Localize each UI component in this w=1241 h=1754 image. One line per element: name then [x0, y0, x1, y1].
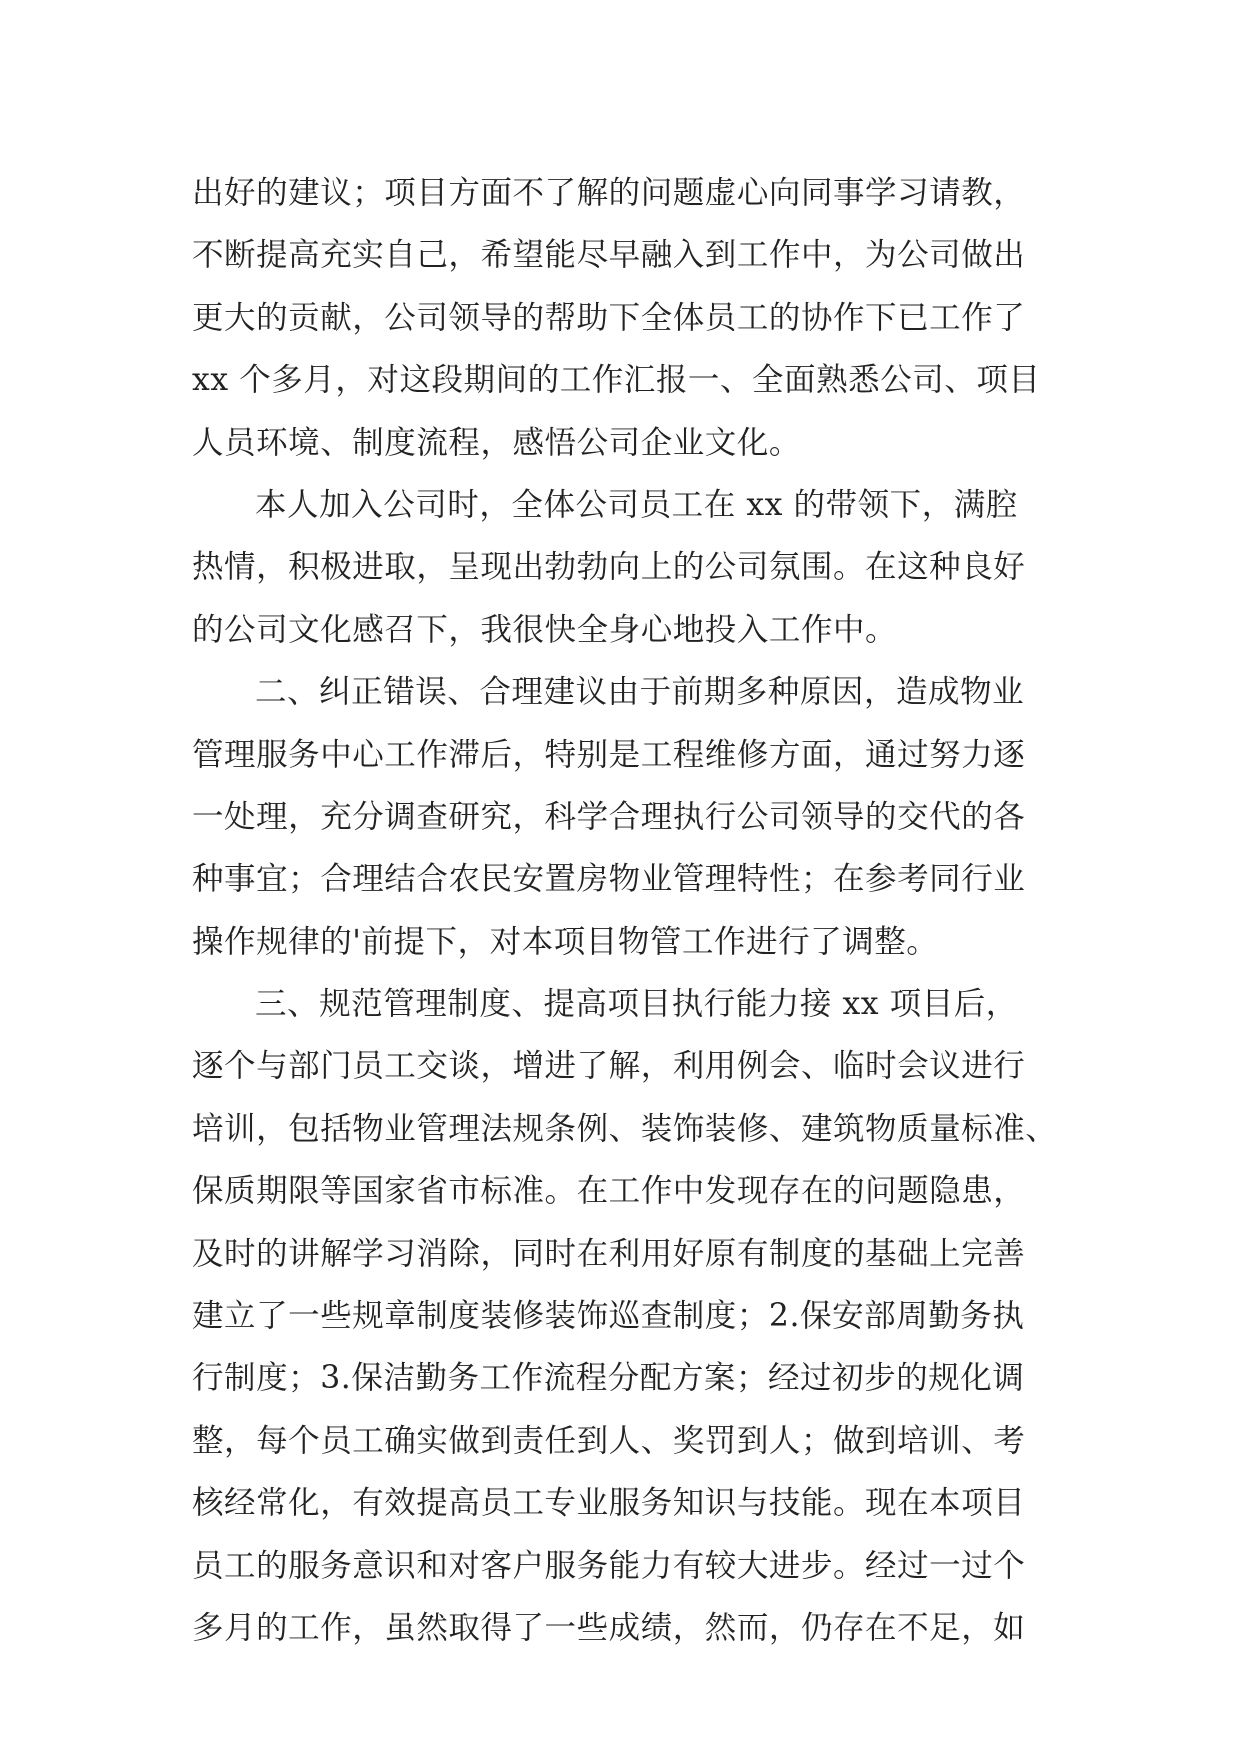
text-line: 行制度；3.保洁勤务工作流程分配方案；经过初步的规化调 — [192, 1360, 1025, 1397]
text-line: 一处理，充分调查研究，科学合理执行公司领导的交代的各 — [192, 798, 1026, 835]
text-line: xx 个多月，对这段期间的工作汇报一、全面熟悉公司、项目 — [192, 362, 1041, 399]
text-line: 管理服务中心工作滞后，特别是工程维修方面，通过努力逐 — [192, 736, 1026, 773]
text-line: 的公司文化感召下，我很快全身心地投入工作中。 — [192, 611, 898, 648]
document-body — [192, 162, 1062, 1659]
paragraph-first-line: 二、纠正错误、合理建议由于前期多种原因，造成物业 — [255, 674, 1025, 711]
text-line: 更大的贡献，公司领导的帮助下全体员工的协作下已工作了 — [192, 299, 1026, 336]
text-line: 热情，积极进取，呈现出勃勃向上的公司氛围。在这种良好 — [192, 549, 1026, 586]
text-line: 核经常化，有效提高员工专业服务知识与技能。现在本项目 — [192, 1485, 1026, 1522]
text-line: 多月的工作，虽然取得了一些成绩，然而，仍存在不足，如 — [192, 1609, 1026, 1646]
text-line: 培训，包括物业管理法规条例、装饰装修、建筑物质量标准、 — [192, 1110, 1058, 1147]
paragraph-first-line: 本人加入公司时，全体公司员工在 xx 的带领下，满腔 — [255, 486, 1018, 523]
text-line: 整，每个员工确实做到责任到人、奖罚到人；做到培训、考 — [192, 1422, 1026, 1459]
text-line: 种事宜；合理结合农民安置房物业管理特性；在参考同行业 — [192, 861, 1026, 898]
text-line: 不断提高充实自己，希望能尽早融入到工作中，为公司做出 — [192, 237, 1026, 274]
text-line: 出好的建议；项目方面不了解的问题虚心向同事学习请教， — [192, 175, 1026, 211]
text-line: 逐个与部门员工交谈，增进了解，利用例会、临时会议进行 — [192, 1048, 1026, 1085]
paragraph-first-line: 三、规范管理制度、提高项目执行能力接 xx 项目后， — [255, 986, 1018, 1023]
text-line: 操作规律的'前提下，对本项目物管工作进行了调整。 — [192, 923, 939, 960]
text-line: 员工的服务意识和对客户服务能力有较大进步。经过一过个 — [192, 1547, 1026, 1584]
text-line: 人员环境、制度流程，感悟公司企业文化。 — [192, 424, 801, 461]
text-line: 保质期限等国家省市标准。在工作中发现存在的问题隐患， — [192, 1173, 1026, 1210]
text-line: 建立了一些规章制度装修装饰巡查制度；2.保安部周勤务执 — [192, 1298, 1025, 1335]
text-line: 及时的讲解学习消除，同时在利用好原有制度的基础上完善 — [192, 1235, 1026, 1272]
